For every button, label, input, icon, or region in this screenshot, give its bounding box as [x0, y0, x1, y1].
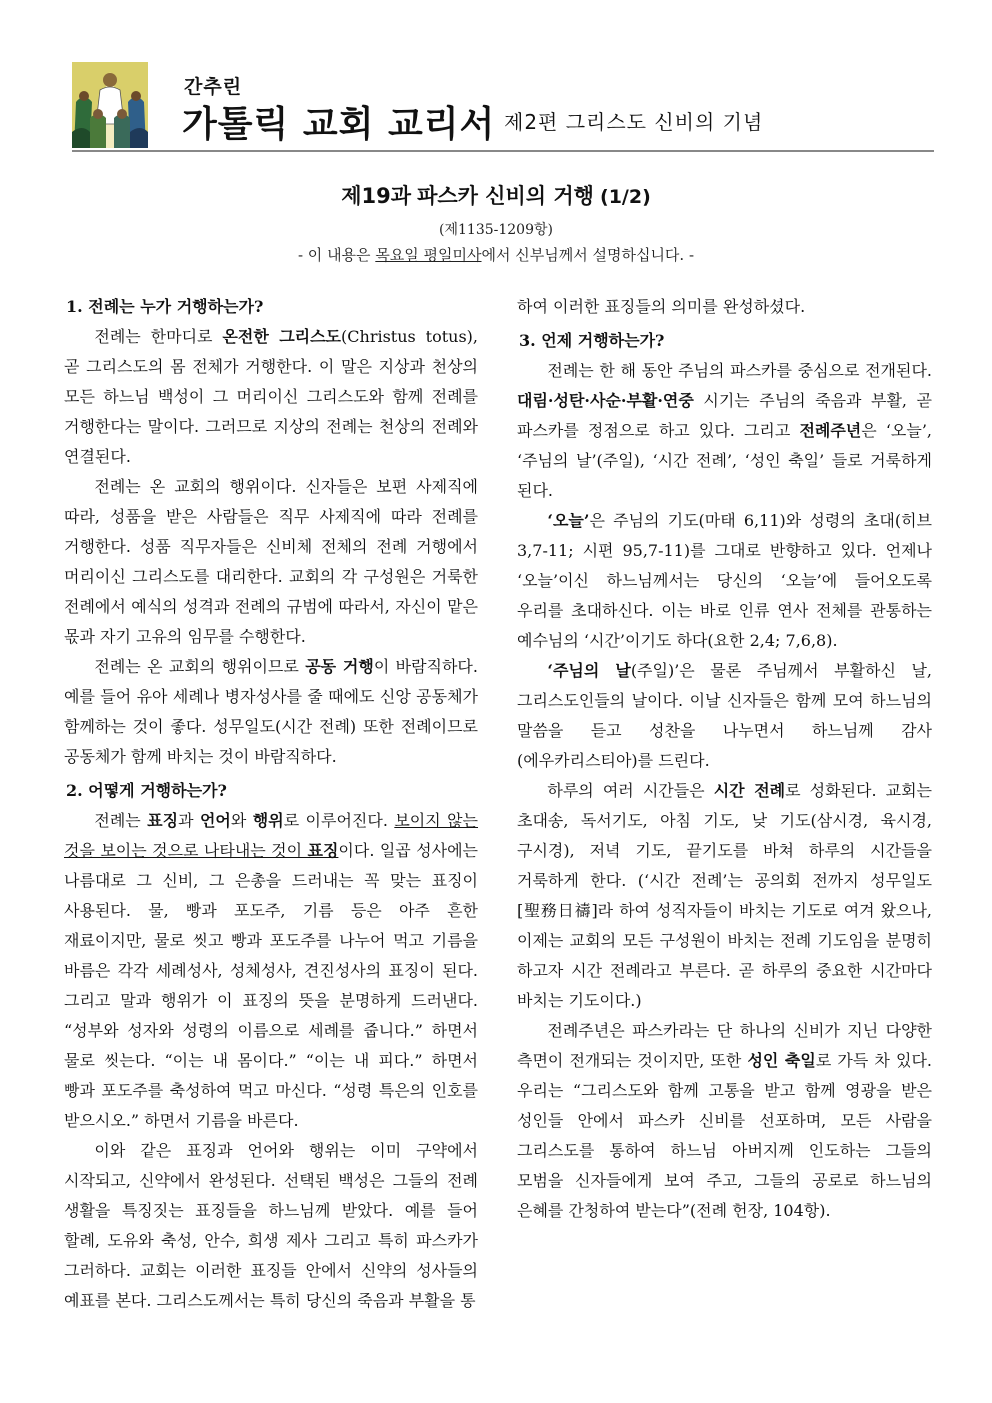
lesson-name: 파스카 신비의 거행	[417, 184, 594, 208]
section-heading-when: 3. 언제 거행하는가?	[519, 331, 665, 350]
note-prefix: - 이 내용은	[297, 246, 376, 264]
note-suffix: 에서 신부님께서 설명하십니다. -	[481, 246, 695, 264]
section-heading-who: 1. 전례는 누가 거행하는가?	[66, 297, 264, 316]
part-title: 제2편 그리스도 신비의 기념	[504, 110, 764, 134]
paragraph: 전례는 한 해 동안 주님의 파스카를 중심으로 전개된다. 대림·성탄·사순·부활·연중 시기는 주님의 죽음과 부활, 곧 파스카를 정점으로 하고 있다. 그리고 전례주년은 ‘오늘’, ‘주님의 날’(주일), ‘시간 전례’, ‘성인 축일’ 들로 거룩하게 된다.	[517, 361, 932, 500]
paragraph: ‘주님의 날(주일)’은 물론 주님께서 부활하신 날, 그리스도인들의 날이다. 이날 신자들은 함께 모여 하느님의 말씀을 듣고 성찬을 나누면서 하느님께 감사(에우카리스티아)를 드린다.	[517, 661, 932, 770]
left-column	[64, 292, 478, 1316]
document-title: 가톨릭 교회 교리서	[182, 104, 496, 145]
document-header	[72, 62, 934, 152]
header-divider	[72, 150, 934, 152]
right-column	[517, 292, 932, 1226]
paragraph: 이와 같은 표징과 언어와 행위는 이미 구약에서 시작되고, 신약에서 완성된다. 선택된 백성은 그들의 전례 생활을 특징짓는 표징들을 하느님께 받았다. 예를 들어 할례, 도유와 축성, 안수, 희생 제사 그리고 특히 파스카가 그러하다. 교회는 이러한 표징들 안에서 신약의 성사들의 예표를 본다. 그리스도께서는 특히 당신의 죽음과 부활을 통	[64, 1141, 478, 1310]
paragraph: 전례는 온 교회의 행위이다. 신자들은 보편 사제직에 따라, 성품을 받은 사람들은 직무 사제직에 따라 전례를 거행한다. 성품 직무자들은 신비체 전체의 전례 거행에서 머리이신 그리스도를 대리한다. 교회의 각 구성원은 거룩한 전례에서 예식의 성격과 전례의 규범에 따라서, 자신이 맡은 몫과 자기 고유의 임무를 수행한다.	[64, 477, 478, 646]
lesson-title	[0, 180, 992, 210]
section-heading-how: 2. 어떻게 거행하는가?	[66, 781, 227, 800]
paragraph: 전례는 표징과 언어와 행위로 이루어진다. 보이지 않는 것을 보이는 것으로 나타내는 것이 표징이다. 일곱 성사에는 나름대로 그 신비, 그 은총을 드러내는 꼭 맞는 표징이 사용된다. 물, 빵과 포도주, 기름 등은 아주 흔한 재료이지만, 물로 씻고 빵과 포도주를 나누어 먹고 기름을 바름은 각각 세례성사, 성체성사, 견진성사의 표징이 된다. 그리고 말과 행위가 이 표징의 뜻을 분명하게 드러낸다. “성부와 성자와 성령의 이름으로 세례를 줍니다.” 하면서 물로 씻는다. “이는 내 몸이다.” “이는 내 피다.” 하면서 빵과 포도주를 축성하여 먹고 마신다. “성령 특은의 인호를 받으시오.” 하면서 기름을 바른다.	[64, 811, 479, 1130]
paragraph: 전례는 한마디로 온전한 그리스도(Christus totus), 곧 그리스도의 몸 전체가 거행한다. 이 말은 지상과 천상의 모든 하느님 백성이 그 머리이신 그리스도와 함께 전례를 거행한다는 말이다. 그러므로 지상의 전례는 천상의 전례와 연결된다.	[64, 327, 478, 466]
series-subtitle: 간추린	[184, 76, 243, 98]
logo-image	[72, 62, 148, 148]
christ-and-apostles-illustration	[72, 62, 148, 148]
paragraph: 하루의 여러 시간들은 시간 전례로 성화된다. 교회는 초대송, 독서기도, 아침 기도, 낮 기도(삼시경, 육시경, 구시경), 저녁 기도, 끝기도를 바쳐 하루의 시간들을 거룩하게 한다. (‘시간 전례’는 공의회 전까지 성무일도[聖務日禱]라 하여 성직자들이 바치는 기도로 여겨 왔으나, 이제는 교회의 모든 구성원이 바치는 전례 기도임을 분명히 하고자 시간 전례라고 부른다. 곧 하루의 중요한 시간마다 바치는 기도이다.)	[517, 781, 932, 1010]
note-mass-name: 목요일 평일미사	[375, 246, 482, 264]
paragraph: ‘오늘’은 주님의 기도(마태 6,11)와 성령의 초대(히브 3,7-11; 시편 95,7-11)를 그대로 반향하고 있다. 언제나 ‘오늘’이신 하느님께서는 당신의 ‘오늘’에 들어오도록 우리를 초대하신다. 이는 바로 인류 연사 전체를 관통하는 예수님의 ‘시간’이기도 하다(요한 2,4; 7,6,8).	[517, 511, 932, 650]
paragraph-continued: 하여 이러한 표징들의 의미를 완성하셨다.	[517, 297, 806, 316]
paragraph-range: (제1135-1209항)	[439, 222, 553, 238]
lesson-number: 제19과	[341, 184, 412, 208]
lesson-part: (1/2)	[600, 186, 651, 208]
paragraph: 전례는 온 교회의 행위이므로 공동 거행이 바람직하다. 예를 들어 유아 세례나 병자성사를 줄 때에도 신앙 공동체가 함께하는 것이 좋다. 성무일도(시간 전례) 또한 전례이므로 공동체가 함께 바치는 것이 바람직하다.	[64, 657, 478, 766]
paragraph: 전례주년은 파스카라는 단 하나의 신비가 지닌 다양한 측면이 전개되는 것이지만, 또한 성인 축일로 가득 차 있다. 우리는 “그리스도와 함께 고통을 받고 함께 영광을 받은 성인들 안에서 파스카 신비를 선포하며, 모든 사람을 그리스도를 통하여 하느님 아버지께 인도하는 그들의 모범을 신자들에게 보여 주고, 그들의 공로로 하느님의 은혜를 간청하여 받는다”(전례 헌장, 104항).	[517, 1021, 932, 1220]
explanation-note	[0, 244, 992, 265]
